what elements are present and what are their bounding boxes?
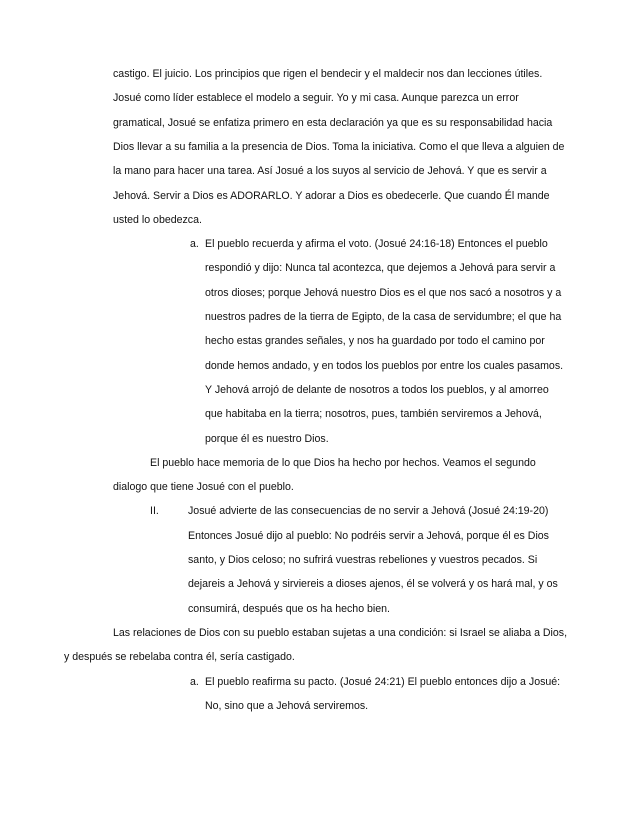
text-line: El pueblo reafirma su pacto. (Josué 24:21) El pueblo entonces dijo a Josué: [205, 676, 561, 688]
text-line: El pueblo hace memoria de lo que Dios ha hecho por hechos. Veamos el segundo [150, 457, 536, 469]
text-line: respondió y dijo: Nunca tal acontezca, que dejemos a Jehová para servir a [205, 262, 556, 274]
text-line: No, sino que a Jehová serviremos. [205, 700, 369, 712]
text-line: Josué como líder establece el modelo a seguir. Yo y mi casa. Aunque parezca un error [113, 92, 519, 104]
text-line: porque él es nuestro Dios. [205, 433, 329, 445]
text-line: Entonces Josué dijo al pueblo: No podréis servir a Jehová, porque él es Dios [188, 530, 549, 542]
list-marker: II. [150, 505, 159, 517]
text-line: Jehová. Servir a Dios es ADORARLO. Y adorar a Dios es obedecerle. Que cuando Él mande [113, 190, 550, 202]
text-line: Y Jehová arrojó de delante de nosotros a todos los pueblos, y al amorreo [205, 384, 549, 396]
text-line: otros dioses; porque Jehová nuestro Dios es el que nos sacó a nosotros y a [205, 287, 562, 299]
text-line: Dios llevar a su familia a la presencia de Dios. Toma la iniciativa. Como el que lleva a alguien de [113, 141, 565, 153]
text-line: dejareis a Jehová y sirviereis a dioses ajenos, él se volverá y os hará mal, y os [188, 578, 558, 590]
text-line: santo, y Dios celoso; no sufrirá vuestras rebeliones y vuestros pecados. Si [188, 554, 538, 566]
text-line: Josué advierte de las consecuencias de no servir a Jehová (Josué 24:19-20) [188, 505, 549, 517]
text-line: castigo. El juicio. Los principios que rigen el bendecir y el maldecir nos dan lecciones útiles. [113, 68, 543, 80]
list-marker: a. [190, 238, 199, 250]
text-line: consumirá, después que os ha hecho bien. [188, 603, 391, 615]
text-line: que habitaba en la tierra; nosotros, pues, también serviremos a Jehová, [205, 408, 542, 420]
text-line: dialogo que tiene Josué con el pueblo. [113, 481, 294, 493]
text-line: Las relaciones de Dios con su pueblo estaban sujetas a una condición: si Israel se aliaba a Dios, [113, 627, 568, 639]
text-line: usted lo obedezca. [113, 214, 202, 226]
text-line: gramatical, Josué se enfatiza primero en esta declaración ya que es su responsabilidad hacia [113, 117, 553, 129]
list-marker: a. [190, 676, 199, 688]
text-line: hecho estas grandes señales, y nos ha guardado por todo el camino por [205, 335, 545, 347]
text-line: donde hemos andado, y en todos los pueblos por entre los cuales pasamos. [205, 360, 564, 372]
text-line: la mano para hacer una tarea. Así Josué a los suyos al servicio de Jehová. Y que es servir a [113, 165, 547, 177]
text-line: nuestros padres de la tierra de Egipto, de la casa de servidumbre; el que ha [205, 311, 562, 323]
text-line: y después se rebelaba contra él, sería castigado. [64, 651, 295, 663]
text-line: El pueblo recuerda y afirma el voto. (Josué 24:16-18) Entonces el pueblo [205, 238, 548, 250]
